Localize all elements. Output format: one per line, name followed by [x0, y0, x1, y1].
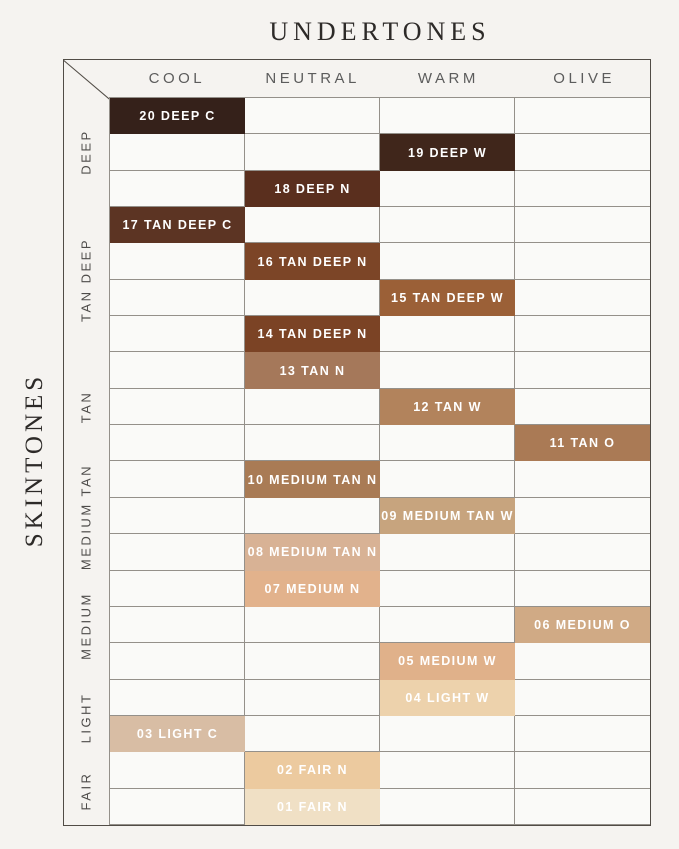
grid-cell	[110, 498, 245, 534]
shade-label: 09 MEDIUM TAN W	[381, 509, 514, 524]
shade-cell-16-tan-deep-n	[245, 243, 380, 279]
shade-label: 03 LIGHT C	[136, 727, 219, 742]
grid-cell	[515, 461, 650, 497]
grid-cell	[110, 425, 245, 461]
grid-cell	[110, 643, 245, 679]
shade-cell-01-fair-n	[245, 789, 380, 825]
grid-cell	[380, 425, 515, 461]
grid-cell	[515, 389, 650, 425]
column-header-cool: COOL	[148, 70, 206, 87]
shade-label: 19 DEEP W	[407, 145, 488, 160]
grid-cell	[245, 389, 380, 425]
chart-title: UNDERTONES	[269, 17, 491, 46]
grid-cell	[515, 498, 650, 534]
grid-cell	[110, 316, 245, 352]
shade-label: 20 DEEP C	[139, 109, 216, 124]
shade-cell-13-tan-n	[245, 352, 380, 388]
grid-cell	[380, 534, 515, 570]
shade-cell-15-tan-deep-w	[380, 280, 515, 316]
group-label-fair: FAIR	[78, 771, 94, 810]
grid-cell	[245, 134, 380, 170]
group-label-tan-deep: TAN DEEP	[78, 237, 94, 322]
grid-cell	[110, 534, 245, 570]
corner-diagonal-line	[63, 60, 109, 100]
shade-cell-20-deep-c	[110, 98, 245, 134]
grid-cell	[110, 389, 245, 425]
grid-cell	[515, 280, 650, 316]
shade-grid	[109, 97, 650, 825]
group-label-deep: DEEP	[78, 129, 94, 175]
grid-cell	[380, 352, 515, 388]
group-label-tan: TAN	[78, 390, 94, 424]
grid-cell	[515, 171, 650, 207]
grid-cell	[245, 498, 380, 534]
shade-cell-08-medium-tan-n	[245, 534, 380, 570]
grid-cell	[515, 352, 650, 388]
grid-cell	[515, 534, 650, 570]
shade-label: 12 TAN W	[413, 399, 482, 414]
shade-label: 18 DEEP N	[274, 181, 351, 196]
shade-label: 05 MEDIUM W	[398, 654, 497, 669]
shade-label: 17 TAN DEEP C	[122, 218, 233, 233]
grid-cell	[110, 789, 245, 825]
row-axis-title: SKINTONES	[21, 372, 48, 548]
grid-cell	[110, 243, 245, 279]
shade-cell-19-deep-w	[380, 134, 515, 170]
shade-cell-17-tan-deep-c	[110, 207, 245, 243]
shade-cell-03-light-c	[110, 716, 245, 752]
grid-cell	[110, 680, 245, 716]
grid-cell	[110, 461, 245, 497]
shade-cell-04-light-w	[380, 680, 515, 716]
shade-cell-09-medium-tan-w	[380, 498, 515, 534]
column-header-neutral: NEUTRAL	[265, 70, 360, 87]
grid-cell	[110, 607, 245, 643]
shade-label: 01 FAIR N	[277, 799, 348, 814]
shade-cell-10-medium-tan-n	[245, 461, 380, 497]
grid-cell	[245, 680, 380, 716]
grid-cell	[245, 207, 380, 243]
shade-label: 15 TAN DEEP W	[391, 290, 504, 305]
shade-cell-02-fair-n	[245, 752, 380, 788]
column-header-warm: WARM	[417, 70, 479, 87]
shade-label: 11 TAN O	[549, 436, 616, 451]
group-label-light: LIGHT	[78, 692, 94, 743]
shade-label: 08 MEDIUM TAN N	[247, 545, 378, 560]
grid-cell	[380, 607, 515, 643]
grid-cell	[380, 98, 515, 134]
grid-cell	[110, 280, 245, 316]
shade-cell-14-tan-deep-n	[245, 316, 380, 352]
shade-label: 06 MEDIUM O	[534, 618, 631, 633]
shade-cell-07-medium-n	[245, 571, 380, 607]
grid-cell	[380, 571, 515, 607]
grid-cell	[515, 243, 650, 279]
grid-cell	[515, 98, 650, 134]
grid-cell	[515, 643, 650, 679]
shade-cell-06-medium-o	[515, 607, 650, 643]
grid-cell	[245, 280, 380, 316]
grid-cell	[110, 352, 245, 388]
grid-cell	[380, 752, 515, 788]
grid-cell	[110, 571, 245, 607]
grid-cell	[110, 134, 245, 170]
group-label-medium-tan: MEDIUM TAN	[78, 463, 94, 570]
shade-label: 14 TAN DEEP N	[257, 327, 368, 342]
grid-cell	[515, 134, 650, 170]
shade-cell-05-medium-w	[380, 643, 515, 679]
grid-cell	[515, 207, 650, 243]
group-label-medium: MEDIUM	[78, 592, 94, 661]
grid-cell	[245, 98, 380, 134]
grid-cell	[380, 461, 515, 497]
grid-cell	[245, 425, 380, 461]
grid-cell	[515, 571, 650, 607]
grid-cell	[515, 316, 650, 352]
grid-cell	[515, 716, 650, 752]
grid-cell	[380, 207, 515, 243]
grid-cell	[380, 243, 515, 279]
grid-cell	[245, 607, 380, 643]
shade-cell-11-tan-o	[515, 425, 650, 461]
grid-cell	[380, 316, 515, 352]
shade-cell-18-deep-n	[245, 171, 380, 207]
grid-cell	[380, 789, 515, 825]
grid-cell	[380, 171, 515, 207]
grid-cell	[515, 789, 650, 825]
grid-cell	[245, 716, 380, 752]
shade-cell-12-tan-w	[380, 389, 515, 425]
shade-label: 04 LIGHT W	[405, 690, 490, 705]
grid-cell	[380, 716, 515, 752]
shade-label: 16 TAN DEEP N	[257, 254, 368, 269]
grid-cell	[110, 171, 245, 207]
shade-label: 10 MEDIUM TAN N	[247, 472, 378, 487]
grid-cell	[515, 752, 650, 788]
shade-label: 07 MEDIUM N	[264, 581, 361, 596]
column-header-olive: OLIVE	[553, 70, 615, 87]
grid-cell	[245, 643, 380, 679]
grid-cell	[515, 680, 650, 716]
grid-cell	[110, 752, 245, 788]
shade-label: 13 TAN N	[279, 363, 346, 378]
shade-label: 02 FAIR N	[277, 763, 348, 778]
shade-matrix-chart	[63, 59, 651, 826]
